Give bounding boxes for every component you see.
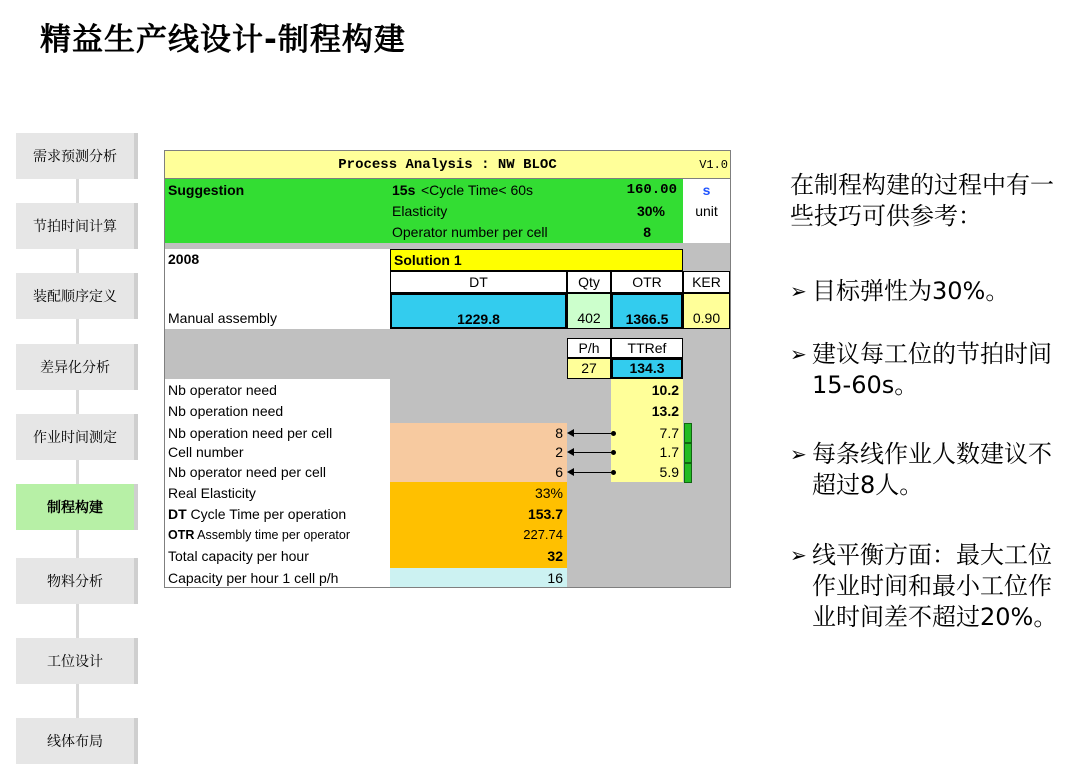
row-label: Nb operation need per cell	[168, 425, 333, 441]
row-right-value: 10.2	[651, 382, 679, 398]
row-right-value: 1.7	[659, 444, 679, 460]
tip-text: 目标弹性为30%。	[812, 277, 1010, 305]
manual-ker-value: 0.90	[683, 293, 730, 329]
nav-item-material-analysis[interactable]: 物料分析	[16, 558, 138, 604]
row-left-value: 8	[555, 425, 563, 441]
arrow-bullet-icon: ➢	[790, 342, 807, 366]
nav-item-line-layout[interactable]: 线体布局	[16, 718, 138, 764]
real-elasticity-value: 33%	[534, 485, 563, 501]
tip-text: 建议每工位的节拍时间15-60s。	[812, 340, 1052, 399]
ph-value: 27	[567, 358, 611, 379]
dt-cycle-label	[165, 504, 346, 524]
tip-item	[790, 276, 1065, 307]
arrow-bullet-icon: ➢	[790, 543, 807, 567]
col-header-dt: DT	[390, 271, 567, 293]
tip-text: 线平衡方面：最大工位作业时间和最小工位作业时间差不超过20%。	[812, 541, 1058, 631]
tip-item	[790, 439, 1065, 501]
manual-assembly-label: Manual assembly	[165, 293, 390, 329]
otr-label	[165, 525, 350, 545]
arrow-line	[571, 433, 613, 434]
cap-cell-label: Capacity per hour 1 cell p/h	[168, 570, 339, 586]
elasticity-label: Elasticity	[392, 203, 448, 219]
status-bar	[684, 463, 692, 483]
unit-label: unit	[695, 203, 718, 219]
row-label: Nb operator need per cell	[168, 464, 326, 480]
nav-item-demand-forecast[interactable]: 需求预测分析	[16, 133, 138, 179]
tip-item	[790, 339, 1065, 401]
row-right-value: 13.2	[651, 403, 679, 419]
arrow-dot-icon	[611, 450, 616, 455]
total-capacity-label: Total capacity per hour	[168, 548, 309, 564]
opnum-label: Operator number per cell	[392, 224, 548, 240]
col-header-qty: Qty	[567, 271, 611, 293]
row-right-value: 7.7	[659, 425, 679, 441]
row-right-value: 5.9	[659, 464, 679, 480]
nav-item-assembly-sequence[interactable]: 装配顺序定义	[16, 273, 138, 319]
cycle-lo: 15s	[392, 182, 416, 198]
arrow-line	[571, 472, 613, 473]
arrow-line	[571, 452, 613, 453]
status-bar	[684, 443, 692, 463]
arrow-dot-icon	[611, 431, 616, 436]
ttref-value: 134.3	[611, 358, 683, 379]
manual-otr-value: 1366.5	[611, 293, 683, 329]
nav-item-process-build[interactable]: 制程构建	[16, 484, 138, 530]
row-label: Nb operation need	[168, 403, 284, 419]
cycle-unit: s	[702, 182, 711, 198]
otr-bold: OTR	[168, 528, 195, 542]
cycle-value[interactable]: 160.00	[626, 182, 677, 198]
manual-dt-value: 1229.8	[390, 293, 567, 329]
solution-label: Solution 1	[390, 249, 683, 271]
tip-item	[790, 540, 1065, 633]
tips-intro: 在制程构建的过程中有一些技巧可供参考：	[790, 171, 1054, 230]
real-elasticity-label: Real Elasticity	[168, 485, 256, 501]
dt-bold: DT	[168, 506, 187, 522]
ttref-label: TTRef	[611, 338, 683, 358]
col-header-otr: OTR	[611, 271, 683, 293]
row-left-value: 6	[555, 464, 563, 480]
process-analysis-sheet	[164, 150, 731, 588]
page-title: 精益生产线设计-制程构建	[40, 22, 406, 58]
otr-rest: Assembly time per operator	[194, 528, 351, 542]
row-label: Cell number	[168, 444, 244, 460]
nav-item-takt-time[interactable]: 节拍时间计算	[16, 203, 138, 249]
row-label: Nb operator need	[168, 382, 277, 398]
sheet-version: V1.0	[699, 158, 728, 172]
nav-item-station-design[interactable]: 工位设计	[16, 638, 138, 684]
dt-rest: Cycle Time per operation	[186, 506, 347, 522]
dt-cycle-value: 153.7	[527, 506, 563, 522]
nav-item-time-study[interactable]: 作业时间测定	[16, 414, 138, 460]
arrow-bullet-icon: ➢	[790, 279, 807, 303]
elasticity-value[interactable]: 30%	[636, 203, 665, 219]
opnum-value[interactable]: 8	[643, 224, 651, 240]
sheet-header: Process Analysis : NW BLOC	[165, 151, 730, 179]
arrow-dot-icon	[611, 470, 616, 475]
suggestion-label: Suggestion	[168, 182, 245, 198]
total-capacity-value: 32	[547, 548, 563, 564]
arrow-bullet-icon: ➢	[790, 442, 807, 466]
cycle-text: <Cycle Time< 60s	[421, 182, 534, 198]
row-left-value: 2	[555, 444, 563, 460]
status-bar	[684, 423, 692, 443]
otr-value: 227.74	[523, 527, 563, 542]
tip-text: 每条线作业人数建议不超过8人。	[812, 440, 1052, 499]
col-header-ker: KER	[683, 271, 730, 293]
nav-item-differentiation[interactable]: 差异化分析	[16, 344, 138, 390]
manual-qty-value: 402	[567, 293, 611, 329]
year-cell: 2008	[165, 249, 390, 293]
ph-label: P/h	[567, 338, 611, 358]
cap-cell-value: 16	[547, 570, 563, 586]
